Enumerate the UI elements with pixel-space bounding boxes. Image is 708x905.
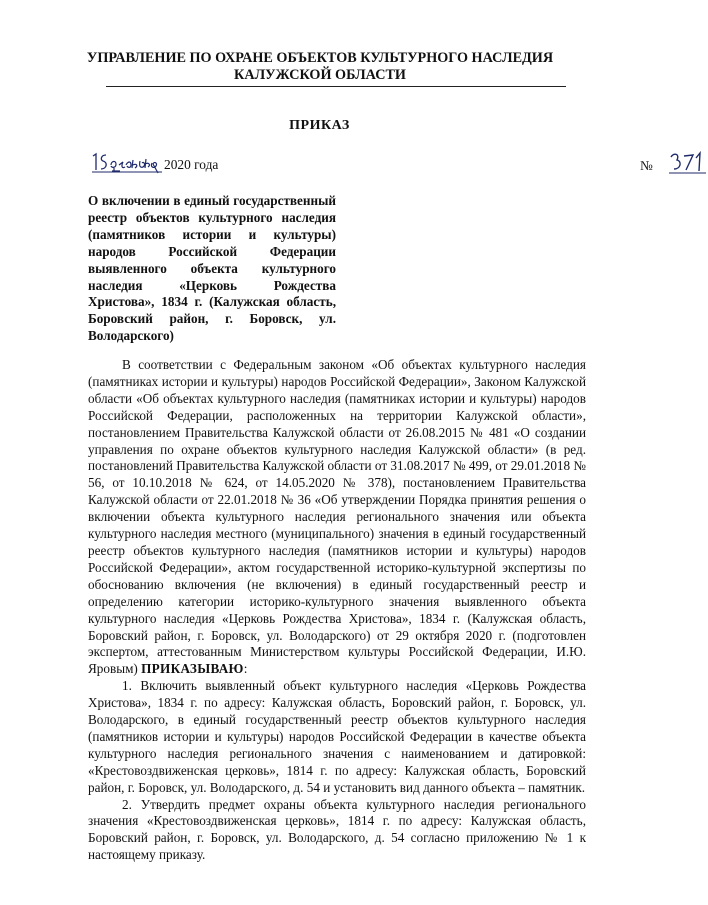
order-subject: О включении в единый государственный реестр объектов культурного наследия (памятников истории и культуры) народов Российской Федерации выявленного объекта культурного наследия «Церковь Рождества Христова», 1834 г. (Калужская область, Боровский район, г. Боровск, ул. Володарского) — [88, 193, 336, 344]
item-2: 2. Утвердить предмет охраны объекта культурного наследия регионального значения «Крестовоздвиженская церковь», 1814 г. по адресу: Калужская область, Боровский район, г. Боровск, ул. Володарского, д. 54 согласно приложению № 1 к настоящему приказу. — [88, 796, 586, 863]
header-underline — [106, 86, 566, 87]
preamble-paragraph — [88, 357, 586, 678]
date-number-row — [90, 153, 653, 179]
preamble-text: В соответствии с Федеральным законом «Об объектах культурного наследия (памятниках истории и культуры) народов Российской Федерации», Законом Калужской области «Об объектах культурного наследия (памятниках истории и культуры) народов Российской Федерации, расположенных на территории Калужской области», постановлением Правительства Калужской области от 26.08.2015 № 481 «О создании управления по охране объектов культурного наследия Калужской области» (в ред. постановлений Правительства Калужской области от 31.08.2017 № 499, от 29.01.2018 № 56, от 10.10.2018 № 624, от 14.05.2020 № 378), постановлением Правительства Калужской области от 22.01.2018 № 36 «Об утверждении Порядка принятия решения о включении объекта культурного наследия регионального значения или объекта культурного наследия местного (муниципального) значения в единый государственный реестр объектов культурного наследия (памятников истории и культуры) народов Российской Федерации», актом государственной историко-культурной экспертизы по обоснованию включения (не включения) в единый государственный реестр и определению категории историко-культурного значения выявленного объекта культурного наследия «Церковь Рождества Христова», 1834 г. (Калужская область, Боровский район, г. Боровск, ул. Володарского) от 29 октября 2020 г. (подготовлен экспертом, аттестованным Министерством культуры Российской Федерации, И.Ю. Яровым) — [88, 357, 586, 677]
organization-name-line1: УПРАВЛЕНИЕ ПО ОХРАНЕ ОБЪЕКТОВ КУЛЬТУРНОГО НАСЛЕДИЯ — [86, 50, 554, 66]
document-title: ПРИКАЗ — [289, 118, 350, 133]
order-number — [550, 153, 670, 179]
order-keyword: ПРИКАЗЫВАЮ — [141, 661, 244, 677]
number-sign: № — [640, 158, 653, 173]
item-1: 1. Включить выявленный объект культурного наследия «Церковь Рождества Христова», 1834 г. по адресу: Калужская область, Боровский район, г. Боровск, ул. Володарского, в единый государственный реестр объектов культурного наследия (памятников истории и культуры) народов Российской Федерации в качестве объекта культурного наследия регионального значения с наименованием и датировкой: «Крестовоздвиженская церковь», 1814 г. по адресу: Калужская область, Боровский район, г. Боровск, ул. Володарского, д. 54 и установить вид данного объекта – памятник. — [88, 678, 586, 795]
organization-name-line2: КАЛУЖСКОЙ ОБЛАСТИ — [234, 67, 406, 83]
order-keyword-colon: : — [243, 661, 248, 677]
organization-header — [60, 50, 580, 84]
order-body — [88, 357, 586, 864]
handwritten-date — [90, 151, 166, 177]
handwritten-number — [668, 149, 708, 179]
date-year: 2020 года — [164, 157, 219, 172]
